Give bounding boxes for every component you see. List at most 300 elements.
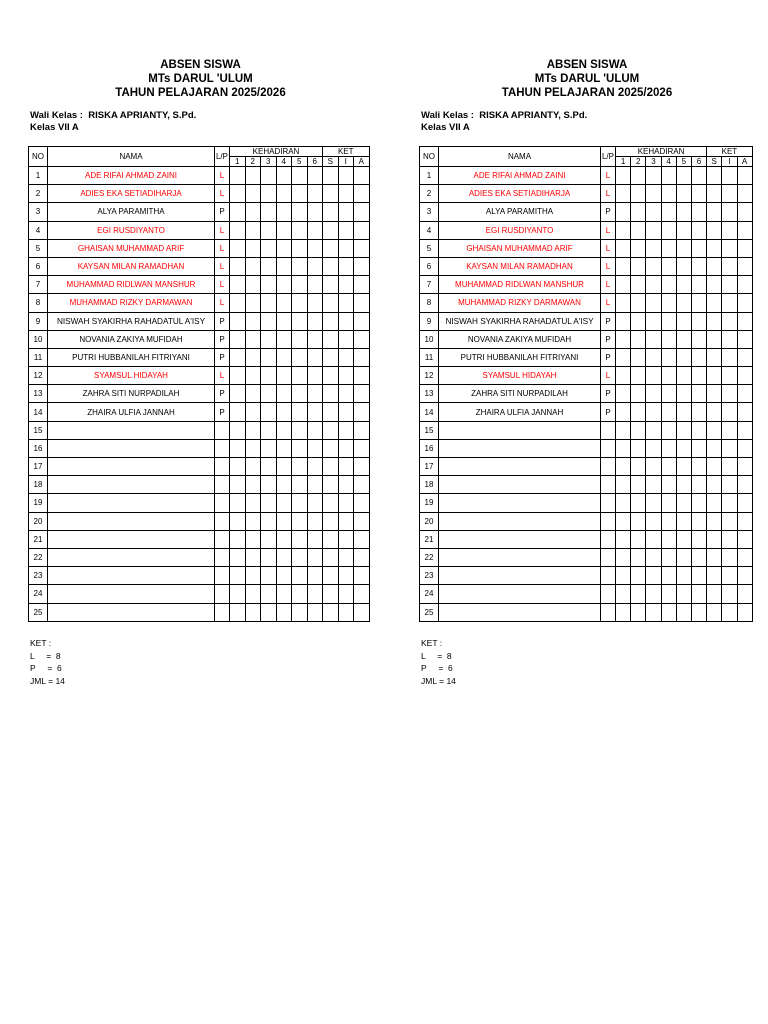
ket-cell[interactable] <box>323 276 339 294</box>
ket-cell[interactable] <box>737 548 752 566</box>
attendance-cell[interactable] <box>245 221 261 239</box>
attendance-cell[interactable] <box>691 239 706 257</box>
attendance-cell[interactable] <box>261 312 277 330</box>
attendance-cell[interactable] <box>230 476 246 494</box>
ket-cell[interactable] <box>354 367 370 385</box>
attendance-cell[interactable] <box>245 421 261 439</box>
attendance-cell[interactable] <box>676 276 691 294</box>
attendance-cell[interactable] <box>261 439 277 457</box>
attendance-cell[interactable] <box>261 494 277 512</box>
attendance-cell[interactable] <box>307 185 323 203</box>
attendance-cell[interactable] <box>307 585 323 603</box>
ket-cell[interactable] <box>737 312 752 330</box>
attendance-cell[interactable] <box>676 348 691 366</box>
attendance-cell[interactable] <box>631 603 646 621</box>
attendance-cell[interactable] <box>230 276 246 294</box>
attendance-cell[interactable] <box>276 185 292 203</box>
attendance-cell[interactable] <box>646 512 661 530</box>
attendance-cell[interactable] <box>307 385 323 403</box>
attendance-cell[interactable] <box>230 421 246 439</box>
attendance-cell[interactable] <box>276 385 292 403</box>
attendance-cell[interactable] <box>276 439 292 457</box>
attendance-cell[interactable] <box>276 512 292 530</box>
ket-cell[interactable] <box>722 221 737 239</box>
attendance-cell[interactable] <box>261 185 277 203</box>
attendance-cell[interactable] <box>691 476 706 494</box>
attendance-cell[interactable] <box>292 476 308 494</box>
ket-cell[interactable] <box>707 530 722 548</box>
ket-cell[interactable] <box>722 348 737 366</box>
ket-cell[interactable] <box>354 512 370 530</box>
attendance-cell[interactable] <box>631 167 646 185</box>
attendance-cell[interactable] <box>661 367 676 385</box>
ket-cell[interactable] <box>737 603 752 621</box>
ket-cell[interactable] <box>737 348 752 366</box>
attendance-cell[interactable] <box>261 548 277 566</box>
attendance-cell[interactable] <box>631 239 646 257</box>
attendance-cell[interactable] <box>631 421 646 439</box>
ket-cell[interactable] <box>737 421 752 439</box>
attendance-cell[interactable] <box>631 458 646 476</box>
attendance-cell[interactable] <box>631 548 646 566</box>
attendance-cell[interactable] <box>661 185 676 203</box>
attendance-cell[interactable] <box>616 603 631 621</box>
attendance-cell[interactable] <box>276 239 292 257</box>
ket-cell[interactable] <box>707 403 722 421</box>
ket-cell[interactable] <box>737 167 752 185</box>
ket-cell[interactable] <box>354 494 370 512</box>
attendance-cell[interactable] <box>631 257 646 275</box>
attendance-cell[interactable] <box>276 276 292 294</box>
ket-cell[interactable] <box>722 276 737 294</box>
attendance-cell[interactable] <box>276 585 292 603</box>
attendance-cell[interactable] <box>276 312 292 330</box>
attendance-cell[interactable] <box>616 330 631 348</box>
ket-cell[interactable] <box>722 330 737 348</box>
ket-cell[interactable] <box>354 312 370 330</box>
ket-cell[interactable] <box>323 203 339 221</box>
attendance-cell[interactable] <box>292 512 308 530</box>
attendance-cell[interactable] <box>276 294 292 312</box>
attendance-cell[interactable] <box>307 403 323 421</box>
ket-cell[interactable] <box>707 294 722 312</box>
attendance-cell[interactable] <box>245 239 261 257</box>
attendance-cell[interactable] <box>661 494 676 512</box>
attendance-cell[interactable] <box>646 312 661 330</box>
ket-cell[interactable] <box>737 458 752 476</box>
attendance-cell[interactable] <box>616 476 631 494</box>
attendance-cell[interactable] <box>261 276 277 294</box>
attendance-cell[interactable] <box>676 567 691 585</box>
ket-cell[interactable] <box>323 348 339 366</box>
ket-cell[interactable] <box>722 512 737 530</box>
ket-cell[interactable] <box>707 257 722 275</box>
attendance-cell[interactable] <box>661 439 676 457</box>
ket-cell[interactable] <box>707 476 722 494</box>
attendance-cell[interactable] <box>307 512 323 530</box>
ket-cell[interactable] <box>737 476 752 494</box>
attendance-cell[interactable] <box>230 257 246 275</box>
attendance-cell[interactable] <box>292 530 308 548</box>
attendance-cell[interactable] <box>292 239 308 257</box>
ket-cell[interactable] <box>323 385 339 403</box>
ket-cell[interactable] <box>354 185 370 203</box>
attendance-cell[interactable] <box>646 403 661 421</box>
ket-cell[interactable] <box>722 167 737 185</box>
attendance-cell[interactable] <box>631 185 646 203</box>
ket-cell[interactable] <box>338 585 354 603</box>
attendance-cell[interactable] <box>676 403 691 421</box>
attendance-cell[interactable] <box>616 385 631 403</box>
attendance-cell[interactable] <box>631 494 646 512</box>
ket-cell[interactable] <box>707 603 722 621</box>
attendance-cell[interactable] <box>245 276 261 294</box>
attendance-cell[interactable] <box>631 385 646 403</box>
attendance-cell[interactable] <box>292 330 308 348</box>
ket-cell[interactable] <box>707 312 722 330</box>
attendance-cell[interactable] <box>616 458 631 476</box>
attendance-cell[interactable] <box>616 585 631 603</box>
ket-cell[interactable] <box>707 585 722 603</box>
attendance-cell[interactable] <box>292 385 308 403</box>
ket-cell[interactable] <box>737 439 752 457</box>
attendance-cell[interactable] <box>292 348 308 366</box>
ket-cell[interactable] <box>354 385 370 403</box>
ket-cell[interactable] <box>354 239 370 257</box>
attendance-cell[interactable] <box>230 385 246 403</box>
ket-cell[interactable] <box>707 221 722 239</box>
attendance-cell[interactable] <box>230 494 246 512</box>
ket-cell[interactable] <box>323 439 339 457</box>
attendance-cell[interactable] <box>307 167 323 185</box>
attendance-cell[interactable] <box>631 367 646 385</box>
ket-cell[interactable] <box>737 221 752 239</box>
attendance-cell[interactable] <box>261 167 277 185</box>
attendance-cell[interactable] <box>691 294 706 312</box>
attendance-cell[interactable] <box>230 548 246 566</box>
attendance-cell[interactable] <box>646 530 661 548</box>
ket-cell[interactable] <box>722 494 737 512</box>
attendance-cell[interactable] <box>646 203 661 221</box>
attendance-cell[interactable] <box>245 312 261 330</box>
attendance-cell[interactable] <box>292 603 308 621</box>
attendance-cell[interactable] <box>676 548 691 566</box>
attendance-cell[interactable] <box>616 203 631 221</box>
attendance-cell[interactable] <box>691 494 706 512</box>
ket-cell[interactable] <box>707 239 722 257</box>
ket-cell[interactable] <box>338 348 354 366</box>
ket-cell[interactable] <box>737 512 752 530</box>
attendance-cell[interactable] <box>230 512 246 530</box>
attendance-cell[interactable] <box>661 403 676 421</box>
attendance-cell[interactable] <box>276 567 292 585</box>
attendance-cell[interactable] <box>261 348 277 366</box>
attendance-cell[interactable] <box>646 348 661 366</box>
ket-cell[interactable] <box>338 367 354 385</box>
attendance-cell[interactable] <box>631 348 646 366</box>
attendance-cell[interactable] <box>245 530 261 548</box>
attendance-cell[interactable] <box>691 348 706 366</box>
attendance-cell[interactable] <box>261 530 277 548</box>
ket-cell[interactable] <box>338 512 354 530</box>
attendance-cell[interactable] <box>307 548 323 566</box>
attendance-cell[interactable] <box>691 530 706 548</box>
attendance-cell[interactable] <box>631 276 646 294</box>
ket-cell[interactable] <box>737 494 752 512</box>
attendance-cell[interactable] <box>261 330 277 348</box>
attendance-cell[interactable] <box>245 548 261 566</box>
attendance-cell[interactable] <box>230 530 246 548</box>
attendance-cell[interactable] <box>616 348 631 366</box>
ket-cell[interactable] <box>722 548 737 566</box>
attendance-cell[interactable] <box>261 203 277 221</box>
attendance-cell[interactable] <box>245 439 261 457</box>
ket-cell[interactable] <box>338 476 354 494</box>
attendance-cell[interactable] <box>261 567 277 585</box>
attendance-cell[interactable] <box>676 312 691 330</box>
attendance-cell[interactable] <box>631 585 646 603</box>
attendance-cell[interactable] <box>261 585 277 603</box>
attendance-cell[interactable] <box>276 530 292 548</box>
attendance-cell[interactable] <box>676 585 691 603</box>
ket-cell[interactable] <box>354 548 370 566</box>
ket-cell[interactable] <box>338 221 354 239</box>
attendance-cell[interactable] <box>245 167 261 185</box>
attendance-cell[interactable] <box>661 348 676 366</box>
attendance-cell[interactable] <box>661 530 676 548</box>
attendance-cell[interactable] <box>292 494 308 512</box>
attendance-cell[interactable] <box>691 203 706 221</box>
attendance-cell[interactable] <box>292 367 308 385</box>
attendance-cell[interactable] <box>691 403 706 421</box>
attendance-cell[interactable] <box>307 458 323 476</box>
ket-cell[interactable] <box>338 330 354 348</box>
attendance-cell[interactable] <box>245 367 261 385</box>
attendance-cell[interactable] <box>245 603 261 621</box>
attendance-cell[interactable] <box>230 167 246 185</box>
ket-cell[interactable] <box>722 567 737 585</box>
attendance-cell[interactable] <box>276 348 292 366</box>
ket-cell[interactable] <box>354 585 370 603</box>
ket-cell[interactable] <box>323 367 339 385</box>
attendance-cell[interactable] <box>646 567 661 585</box>
attendance-cell[interactable] <box>307 348 323 366</box>
attendance-cell[interactable] <box>631 294 646 312</box>
ket-cell[interactable] <box>323 603 339 621</box>
ket-cell[interactable] <box>354 330 370 348</box>
attendance-cell[interactable] <box>261 367 277 385</box>
attendance-cell[interactable] <box>276 458 292 476</box>
attendance-cell[interactable] <box>691 603 706 621</box>
attendance-cell[interactable] <box>676 494 691 512</box>
attendance-cell[interactable] <box>616 221 631 239</box>
attendance-cell[interactable] <box>616 239 631 257</box>
ket-cell[interactable] <box>737 367 752 385</box>
attendance-cell[interactable] <box>676 167 691 185</box>
attendance-cell[interactable] <box>230 348 246 366</box>
attendance-cell[interactable] <box>676 294 691 312</box>
attendance-cell[interactable] <box>245 458 261 476</box>
attendance-cell[interactable] <box>676 476 691 494</box>
attendance-cell[interactable] <box>230 367 246 385</box>
attendance-cell[interactable] <box>631 312 646 330</box>
ket-cell[interactable] <box>722 421 737 439</box>
attendance-cell[interactable] <box>261 476 277 494</box>
attendance-cell[interactable] <box>661 603 676 621</box>
ket-cell[interactable] <box>323 403 339 421</box>
attendance-cell[interactable] <box>616 548 631 566</box>
ket-cell[interactable] <box>707 348 722 366</box>
attendance-cell[interactable] <box>276 476 292 494</box>
ket-cell[interactable] <box>722 185 737 203</box>
attendance-cell[interactable] <box>661 567 676 585</box>
attendance-cell[interactable] <box>661 276 676 294</box>
attendance-cell[interactable] <box>230 458 246 476</box>
attendance-cell[interactable] <box>646 294 661 312</box>
ket-cell[interactable] <box>722 530 737 548</box>
attendance-cell[interactable] <box>245 385 261 403</box>
attendance-cell[interactable] <box>230 239 246 257</box>
ket-cell[interactable] <box>722 257 737 275</box>
attendance-cell[interactable] <box>631 439 646 457</box>
attendance-cell[interactable] <box>691 221 706 239</box>
attendance-cell[interactable] <box>646 257 661 275</box>
ket-cell[interactable] <box>338 312 354 330</box>
ket-cell[interactable] <box>707 203 722 221</box>
ket-cell[interactable] <box>354 458 370 476</box>
attendance-cell[interactable] <box>676 185 691 203</box>
attendance-cell[interactable] <box>661 458 676 476</box>
attendance-cell[interactable] <box>276 548 292 566</box>
attendance-cell[interactable] <box>616 276 631 294</box>
attendance-cell[interactable] <box>292 585 308 603</box>
attendance-cell[interactable] <box>230 585 246 603</box>
ket-cell[interactable] <box>338 257 354 275</box>
attendance-cell[interactable] <box>230 567 246 585</box>
ket-cell[interactable] <box>354 257 370 275</box>
attendance-cell[interactable] <box>616 421 631 439</box>
attendance-cell[interactable] <box>276 403 292 421</box>
attendance-cell[interactable] <box>245 494 261 512</box>
attendance-cell[interactable] <box>292 221 308 239</box>
attendance-cell[interactable] <box>276 367 292 385</box>
ket-cell[interactable] <box>323 421 339 439</box>
attendance-cell[interactable] <box>661 312 676 330</box>
ket-cell[interactable] <box>323 294 339 312</box>
ket-cell[interactable] <box>354 567 370 585</box>
attendance-cell[interactable] <box>245 330 261 348</box>
attendance-cell[interactable] <box>691 257 706 275</box>
ket-cell[interactable] <box>354 421 370 439</box>
attendance-cell[interactable] <box>646 221 661 239</box>
ket-cell[interactable] <box>354 221 370 239</box>
ket-cell[interactable] <box>323 239 339 257</box>
attendance-cell[interactable] <box>646 385 661 403</box>
attendance-cell[interactable] <box>631 512 646 530</box>
ket-cell[interactable] <box>338 276 354 294</box>
ket-cell[interactable] <box>707 385 722 403</box>
ket-cell[interactable] <box>323 585 339 603</box>
attendance-cell[interactable] <box>616 403 631 421</box>
ket-cell[interactable] <box>323 257 339 275</box>
attendance-cell[interactable] <box>691 312 706 330</box>
attendance-cell[interactable] <box>661 203 676 221</box>
attendance-cell[interactable] <box>646 585 661 603</box>
attendance-cell[interactable] <box>676 439 691 457</box>
attendance-cell[interactable] <box>307 239 323 257</box>
attendance-cell[interactable] <box>631 221 646 239</box>
ket-cell[interactable] <box>722 603 737 621</box>
attendance-cell[interactable] <box>276 494 292 512</box>
ket-cell[interactable] <box>323 330 339 348</box>
ket-cell[interactable] <box>722 476 737 494</box>
ket-cell[interactable] <box>338 567 354 585</box>
attendance-cell[interactable] <box>646 167 661 185</box>
ket-cell[interactable] <box>323 548 339 566</box>
ket-cell[interactable] <box>338 494 354 512</box>
ket-cell[interactable] <box>707 330 722 348</box>
attendance-cell[interactable] <box>646 239 661 257</box>
ket-cell[interactable] <box>338 458 354 476</box>
ket-cell[interactable] <box>338 185 354 203</box>
attendance-cell[interactable] <box>661 330 676 348</box>
attendance-cell[interactable] <box>307 476 323 494</box>
attendance-cell[interactable] <box>616 367 631 385</box>
attendance-cell[interactable] <box>292 257 308 275</box>
ket-cell[interactable] <box>737 203 752 221</box>
ket-cell[interactable] <box>323 312 339 330</box>
attendance-cell[interactable] <box>646 603 661 621</box>
attendance-cell[interactable] <box>261 603 277 621</box>
attendance-cell[interactable] <box>292 312 308 330</box>
ket-cell[interactable] <box>354 276 370 294</box>
attendance-cell[interactable] <box>307 276 323 294</box>
attendance-cell[interactable] <box>631 203 646 221</box>
attendance-cell[interactable] <box>616 294 631 312</box>
attendance-cell[interactable] <box>616 167 631 185</box>
attendance-cell[interactable] <box>691 458 706 476</box>
attendance-cell[interactable] <box>307 439 323 457</box>
attendance-cell[interactable] <box>661 257 676 275</box>
attendance-cell[interactable] <box>276 603 292 621</box>
attendance-cell[interactable] <box>230 330 246 348</box>
ket-cell[interactable] <box>354 530 370 548</box>
ket-cell[interactable] <box>737 585 752 603</box>
attendance-cell[interactable] <box>646 439 661 457</box>
attendance-cell[interactable] <box>261 421 277 439</box>
attendance-cell[interactable] <box>661 476 676 494</box>
ket-cell[interactable] <box>354 348 370 366</box>
attendance-cell[interactable] <box>616 312 631 330</box>
ket-cell[interactable] <box>707 494 722 512</box>
attendance-cell[interactable] <box>230 294 246 312</box>
ket-cell[interactable] <box>338 385 354 403</box>
attendance-cell[interactable] <box>676 512 691 530</box>
attendance-cell[interactable] <box>245 257 261 275</box>
ket-cell[interactable] <box>707 512 722 530</box>
ket-cell[interactable] <box>354 167 370 185</box>
attendance-cell[interactable] <box>245 512 261 530</box>
ket-cell[interactable] <box>722 403 737 421</box>
ket-cell[interactable] <box>338 439 354 457</box>
attendance-cell[interactable] <box>691 439 706 457</box>
ket-cell[interactable] <box>737 385 752 403</box>
attendance-cell[interactable] <box>646 367 661 385</box>
attendance-cell[interactable] <box>307 530 323 548</box>
ket-cell[interactable] <box>323 494 339 512</box>
attendance-cell[interactable] <box>307 494 323 512</box>
attendance-cell[interactable] <box>292 439 308 457</box>
